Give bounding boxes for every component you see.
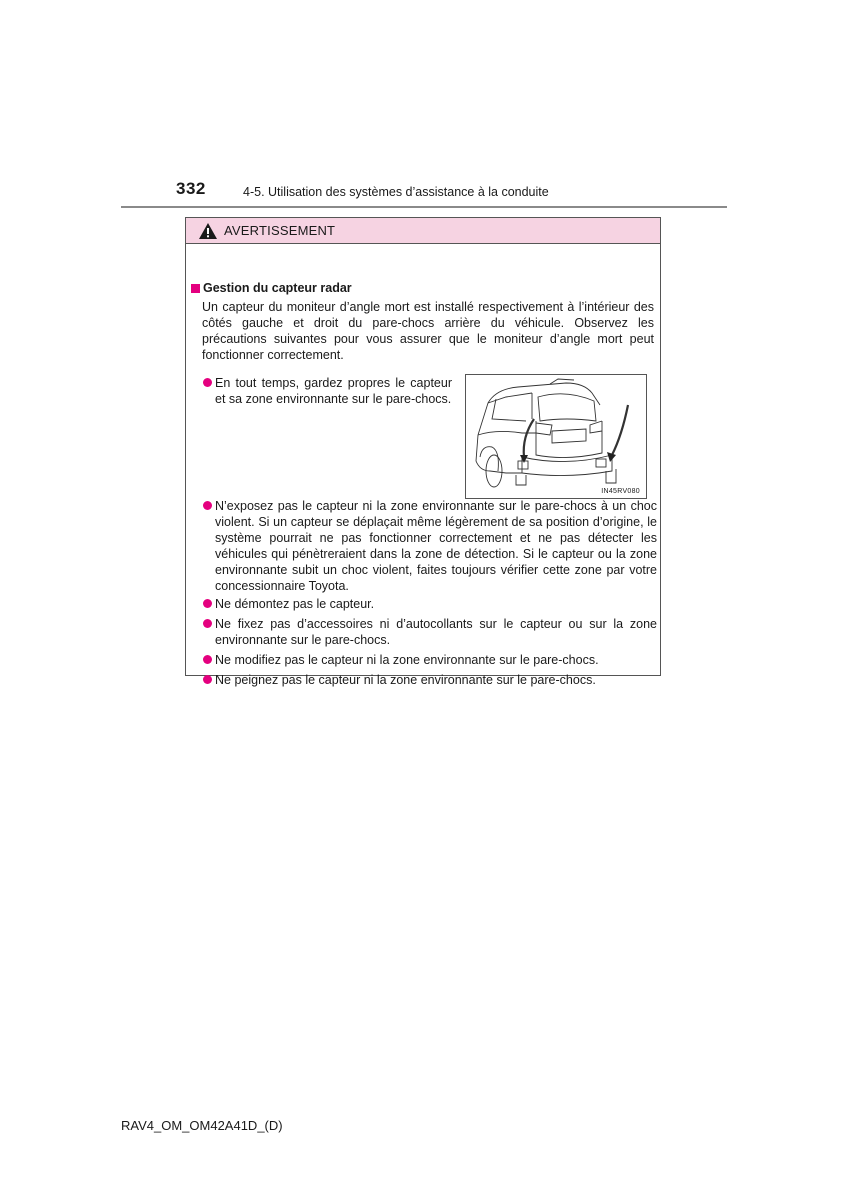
bullet-item — [215, 498, 657, 594]
warning-title: AVERTISSEMENT — [224, 223, 336, 238]
warning-header — [186, 218, 660, 244]
warning-triangle-icon — [198, 222, 218, 240]
square-bullet-icon — [191, 284, 200, 293]
intro-paragraph: Un capteur du moniteur d’angle mort est installé respectivement à l’intérieur des côtés gauche et droit du pare-chocs arrière du véhicule. Observez les précautions suivantes pour vous assurer que le moniteur d’angle mort peut fonctionner correctement. — [202, 300, 654, 362]
bullet-text: N’exposez pas le capteur ni la zone environnante sur le pare-chocs à un choc violent. Si un capteur se déplaçait même légèrement de sa position d’origine, le système pourrait ne pas fonctionner correctement et ne pas détecter les véhicules qui pénètreraient dans la zone de détection. Si le capteur ou la zone environnante subit un choc violent, faites toujours vérifier cette zone par votre concessionnaire Toyota. — [215, 499, 657, 593]
bullet-item — [215, 652, 657, 668]
header-divider — [121, 206, 727, 208]
bullet-text: Ne modifiez pas le capteur ni la zone environnante sur le pare-chocs. — [215, 653, 599, 667]
bullet-text: Ne fixez pas d’accessoires ni d’autocollants sur le capteur ou sur la zone environnante sur le pare-chocs. — [215, 617, 657, 647]
illustration-code: IN45RV080 — [601, 488, 640, 495]
bullet-item — [215, 616, 657, 648]
section-title: 4-5. Utilisation des systèmes d’assistance à la conduite — [243, 185, 549, 199]
warning-box — [185, 217, 661, 687]
bullet-item — [215, 375, 452, 407]
bullet-dot-icon — [203, 378, 212, 387]
bullet-dot-icon — [203, 599, 212, 608]
footer-document-code: RAV4_OM_OM42A41D_(D) — [121, 1118, 283, 1133]
bullet-text: Ne peignez pas le capteur ni la zone environnante sur le pare-chocs. — [215, 673, 596, 687]
warning-subheading — [191, 281, 352, 295]
car-rear-drawing — [466, 375, 646, 498]
bullet-text: En tout temps, gardez propres le capteur et sa zone environnante sur le pare-chocs. — [215, 376, 452, 406]
bullet-dot-icon — [203, 655, 212, 664]
page-number: 332 — [176, 179, 206, 198]
bullet-item — [215, 596, 657, 612]
bullet-dot-icon — [203, 675, 212, 684]
bullet-dot-icon — [203, 619, 212, 628]
bullet-item — [215, 672, 657, 688]
car-rear-illustration — [465, 374, 647, 499]
bullet-text: Ne démontez pas le capteur. — [215, 597, 375, 611]
subheading-text: Gestion du capteur radar — [203, 281, 352, 295]
bullet-dot-icon — [203, 501, 212, 510]
